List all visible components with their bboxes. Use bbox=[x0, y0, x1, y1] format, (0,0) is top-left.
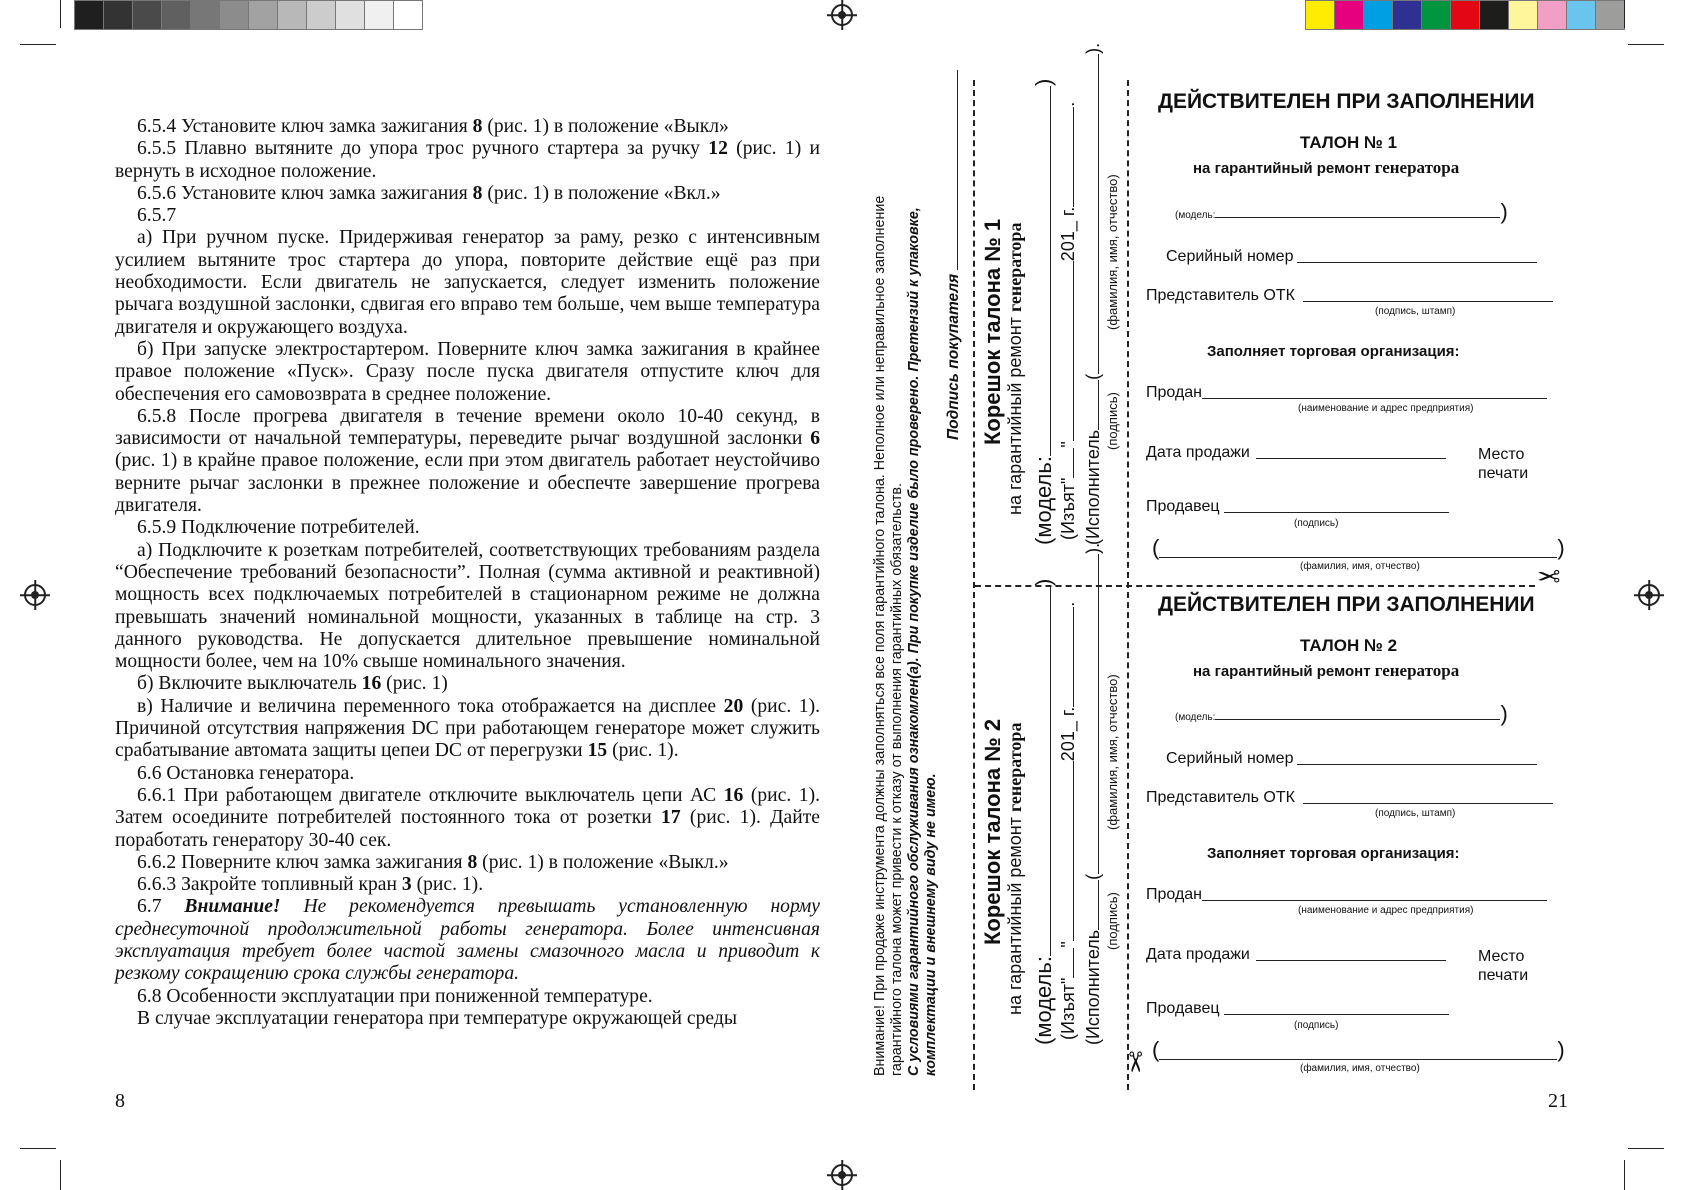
calibration-swatch bbox=[277, 0, 307, 30]
coupon-sold-caption: (наименование и адрес предприятия) bbox=[1298, 403, 1474, 414]
coupon-subtitle: на гарантийный ремонт генератора bbox=[1193, 158, 1460, 177]
coupon-trade-org: Заполняет торговая организация: bbox=[1207, 845, 1460, 862]
calibration-swatch bbox=[1392, 0, 1422, 30]
crop-mark bbox=[1624, 0, 1625, 28]
color-calibration-strip bbox=[1305, 0, 1624, 30]
text-run: б) Включите выключатель bbox=[137, 673, 362, 695]
text-run: в) Наличие и величина переменного тока отображается на дисплее bbox=[137, 695, 724, 717]
text-run: В случае эксплуатации генератора при температуре окружающей среды bbox=[137, 1007, 737, 1029]
gray-calibration-strip bbox=[74, 0, 422, 30]
coupon-seller-caption: (подпись) bbox=[1294, 518, 1339, 529]
text-run: 8 bbox=[472, 182, 483, 204]
paragraph bbox=[115, 339, 820, 406]
calibration-swatch bbox=[1479, 0, 1509, 30]
paragraph bbox=[115, 183, 820, 205]
warranty-notice-line-2: гарантийного талона может привести к отказу от выполнения гарантийных обязательств. bbox=[889, 483, 905, 1076]
stub-title: Корешок талона № 2 bbox=[980, 718, 1005, 945]
text-run: 20 bbox=[723, 695, 744, 717]
registration-mark-icon bbox=[1638, 584, 1660, 606]
paragraph bbox=[115, 517, 820, 539]
instructions-text bbox=[115, 116, 820, 1030]
text-run: (рис. 1). Причиной отсутствия напряжения DC при работающем генераторе может служить срабатывание автомата защиты цепеи DC от перегрузки bbox=[115, 695, 821, 762]
crop-mark bbox=[1628, 1148, 1664, 1149]
coupon-fio-field: ( ) bbox=[1152, 535, 1565, 560]
coupon-serial-field: Серийный номер bbox=[1166, 750, 1537, 768]
coupon-subtitle: на гарантийный ремонт генератора bbox=[1193, 661, 1460, 680]
coupon-otk-field: Представитель ОТК bbox=[1146, 789, 1553, 807]
stub-fio-caption: (фамилия, имя, отчество) bbox=[1105, 674, 1120, 830]
coupon-seller-caption: (подпись) bbox=[1294, 1020, 1339, 1031]
coupon-sale-date-field: Дата продажи bbox=[1146, 946, 1446, 964]
calibration-swatch bbox=[1334, 0, 1364, 30]
calibration-swatch bbox=[1450, 0, 1480, 30]
stub-title: Корешок талона № 1 bbox=[980, 218, 1005, 445]
calibration-swatch bbox=[103, 0, 133, 30]
paragraph bbox=[115, 138, 820, 183]
paragraph bbox=[115, 696, 820, 763]
registration-mark-icon bbox=[831, 1164, 853, 1186]
text-run: 6.6 Остановка генератора. bbox=[137, 762, 355, 784]
calibration-swatch bbox=[74, 0, 104, 30]
calibration-swatch bbox=[1595, 0, 1625, 30]
paragraph bbox=[115, 406, 820, 517]
text-run: Внимание! bbox=[184, 896, 281, 918]
calibration-swatch bbox=[393, 0, 423, 30]
paragraph bbox=[115, 540, 820, 674]
paragraph bbox=[115, 116, 820, 138]
calibration-swatch bbox=[364, 0, 394, 30]
calibration-swatch bbox=[1363, 0, 1393, 30]
text-run: 17 bbox=[661, 807, 681, 829]
coupon-header: ДЕЙСТВИТЕЛЕН ПРИ ЗАПОЛНЕНИИ bbox=[1158, 593, 1535, 616]
text-run: 6.6.3 Закройте топливный кран bbox=[137, 874, 402, 896]
coupon-fio-caption: (фамилия, имя, отчество) bbox=[1300, 1063, 1420, 1074]
text-run: 15 bbox=[587, 740, 608, 762]
text-run: 6.5.6 Установите ключ замка зажигания bbox=[137, 182, 473, 204]
warranty-notice-line-3: С условиями гарантийного обслуживания ознакомлен(а). При покупке изделие было проверено. Претензий к упаковке, bbox=[906, 207, 922, 1076]
calibration-swatch bbox=[1508, 0, 1538, 30]
stub-fio-caption: (фамилия, имя, отчество) bbox=[1105, 174, 1120, 330]
crop-mark bbox=[60, 1160, 61, 1190]
text-run: (рис. 1) bbox=[381, 673, 448, 695]
coupon-seller-field: Продавец bbox=[1146, 498, 1449, 516]
calibration-swatch bbox=[132, 0, 162, 30]
text-run: 12 bbox=[708, 138, 728, 160]
calibration-swatch bbox=[335, 0, 365, 30]
stub-subtitle: на гарантийный ремонт генератора bbox=[1005, 722, 1025, 1015]
coupon-stamp-place: Место печати bbox=[1478, 948, 1529, 984]
scissors-icon: ✂ bbox=[1537, 559, 1561, 590]
text-run: 6.6.1 При работающем двигателе отключите выключатель цепи АС bbox=[137, 784, 724, 806]
cut-line-horizontal bbox=[975, 585, 1535, 587]
paragraph bbox=[115, 1008, 820, 1030]
stub-model-field: (модель:) bbox=[1031, 578, 1056, 1045]
coupon-sale-date-field: Дата продажи bbox=[1146, 444, 1446, 462]
coupon-trade-org: Заполняет торговая организация: bbox=[1207, 343, 1460, 360]
stub-subtitle: на гарантийный ремонт генератора bbox=[1005, 222, 1025, 515]
stub-signature-caption: (подпись) bbox=[1105, 392, 1120, 450]
coupon-seller-field: Продавец bbox=[1146, 1000, 1449, 1018]
stub-model-field: (модель:) bbox=[1031, 78, 1056, 545]
text-run: (рис. 1) в положение «Выкл» bbox=[482, 116, 729, 137]
warranty-notice-line-1: Внимание! При продаже инструмента должны заполняться все поля гарантийного талона. Неполное или неправильное заполнение bbox=[872, 195, 888, 1076]
text-run: 6.5.7 bbox=[137, 205, 177, 227]
coupon-model-field: (модель: ) bbox=[1175, 199, 1508, 224]
calibration-swatch bbox=[1566, 0, 1596, 30]
paragraph bbox=[115, 205, 820, 227]
coupon-fio-caption: (фамилия, имя, отчество) bbox=[1300, 561, 1420, 572]
paragraph bbox=[115, 986, 820, 1008]
calibration-swatch bbox=[190, 0, 220, 30]
coupon-model-field: (модель: ) bbox=[1175, 701, 1508, 726]
calibration-swatch bbox=[306, 0, 336, 30]
text-run: 6.5.4 Установите ключ замка зажигания bbox=[137, 116, 473, 137]
paragraph bbox=[115, 673, 820, 695]
text-run: 16 bbox=[723, 784, 744, 806]
crop-mark bbox=[1628, 44, 1664, 45]
text-run: 16 bbox=[361, 673, 382, 695]
text-run: (рис. 1). Затем осоедините потребителей постоянного тока от розетки bbox=[115, 784, 821, 829]
stub-executor-field: (Исполнитель(). bbox=[1083, 42, 1103, 545]
text-run: 8 bbox=[467, 851, 478, 873]
paragraph bbox=[115, 896, 820, 985]
text-run: (рис. 1) в положение «Вкл.» bbox=[482, 182, 721, 204]
coupon-sold-caption: (наименование и адрес предприятия) bbox=[1298, 905, 1474, 916]
text-run: а) Подключите к розеткам потребителей, соответствующих требованиям раздела “Обеспечение требований безопасности”. Полная (сумма активной и реактивной) мощность всех подключаемых потребителей в стационарном режиме не должна превышать значений номинальной мощности, указанных в таблице на стр. 3 данного руководства. Не допускается длительное превышение номинальной мощности более, чем на 10% свыше номинального значения. bbox=[115, 539, 820, 673]
scissors-icon: ✂ bbox=[1118, 1050, 1150, 1074]
coupon-stamp-place: Место печати bbox=[1478, 446, 1529, 482]
text-run: (рис. 1). bbox=[607, 740, 679, 762]
paragraph bbox=[115, 227, 820, 338]
coupon-header: ДЕЙСТВИТЕЛЕН ПРИ ЗАПОЛНЕНИИ bbox=[1158, 90, 1535, 113]
text-run: (рис. 1) в положение «Выкл.» bbox=[477, 851, 729, 873]
crop-mark bbox=[20, 44, 56, 45]
warranty-notice-line-4: комплектации и внешнему виду не имею. bbox=[923, 773, 939, 1076]
crop-mark bbox=[20, 1148, 56, 1149]
calibration-swatch bbox=[248, 0, 278, 30]
coupon-sold-field: Продан bbox=[1146, 886, 1547, 904]
text-run: Не рекомендуется превышать установленную норму среднесуточной продолжительной работы генератора. Более интенсивная эксплуатация требует более частой замены смазочного масла и приводит к резкому сокращению срока службы генератора. bbox=[115, 896, 821, 985]
text-run: 6.5.8 После прогрева двигателя в течение времени около 10-40 секунд, в зависимости от начальной температуры, переведите рычаг воздушной заслонки bbox=[115, 405, 820, 450]
coupon-otk-caption: (подпись, штамп) bbox=[1375, 808, 1456, 819]
text-run: 6 bbox=[810, 428, 820, 450]
coupon-serial-field: Серийный номер bbox=[1166, 248, 1537, 266]
paragraph bbox=[115, 763, 820, 785]
text-run: 6.5.5 Плавно вытяните до упора трос ручного стартера за ручку bbox=[137, 138, 709, 160]
registration-mark-icon bbox=[831, 4, 853, 26]
coupon-sold-field: Продан bbox=[1146, 384, 1547, 402]
text-run: б) При запуске электростартером. Поверните ключ замка зажигания в крайнее правое положение «Пуск». Сразу после пуска двигателя отпустите ключ для обеспечения его самовозврата в среднее положение. bbox=[115, 338, 820, 405]
text-run: (рис. 1). bbox=[411, 874, 484, 896]
page-number-right: 21 bbox=[1548, 1090, 1568, 1112]
calibration-swatch bbox=[1537, 0, 1567, 30]
calibration-swatch bbox=[1421, 0, 1451, 30]
calibration-swatch bbox=[161, 0, 191, 30]
paragraph bbox=[115, 785, 820, 852]
text-run: (рис. 1) и вернуть в исходное положение. bbox=[115, 138, 821, 182]
text-run: (рис. 1). Дайте поработать генератору 30-40 сек. bbox=[115, 807, 820, 851]
text-run: (рис. 1) в крайне правое положение, если при этом двигатель работает неустойчиво верните рычаг заслонки в прежнее положение и обеспечте завершение прогрева двигателя. bbox=[115, 450, 820, 517]
text-run: 6.6.2 Поверните ключ замка зажигания bbox=[137, 851, 468, 873]
crop-mark bbox=[1624, 1160, 1625, 1190]
page-number-left: 8 bbox=[115, 1090, 125, 1112]
buyer-signature-label: Подпись покупателя bbox=[945, 70, 963, 440]
calibration-swatch bbox=[219, 0, 249, 30]
registration-mark-icon bbox=[24, 584, 46, 606]
crop-mark bbox=[60, 0, 61, 28]
stub-signature-caption: (подпись) bbox=[1105, 892, 1120, 950]
text-run: 8 bbox=[472, 116, 483, 137]
coupon-title: ТАЛОН № 1 bbox=[1300, 133, 1398, 152]
paragraph bbox=[115, 874, 820, 896]
text-run: 3 bbox=[401, 874, 412, 896]
text-run: 6.8 Особенности эксплуатации при пониженной температуре. bbox=[137, 985, 653, 1007]
calibration-swatch bbox=[1305, 0, 1335, 30]
coupon-otk-field: Представитель ОТК bbox=[1146, 287, 1553, 305]
stub-executor-field: (Исполнитель(). bbox=[1083, 542, 1103, 1045]
coupon-otk-caption: (подпись, штамп) bbox=[1375, 306, 1456, 317]
coupon-fio-field: ( ) bbox=[1152, 1037, 1565, 1062]
paragraph bbox=[115, 852, 820, 874]
coupon-title: ТАЛОН № 2 bbox=[1300, 636, 1398, 655]
stub-issued-field: (Изъят""201_ г.. bbox=[1058, 601, 1078, 1040]
text-run: а) При ручном пуске. Придерживая генератор за раму, резко с интенсивным усилием вытяните трос стартера до упора, повторите действие ещё раз при необходимости. Если двигатель не запускается, следует изменить положение рычага воздушной заслонки, сдвигая его вправо тем больше, чем выше температура двигателя и окружающего воздуха. bbox=[115, 227, 820, 338]
text-run: 6.5.9 Подключение потребителей. bbox=[137, 517, 420, 539]
stub-issued-field: (Изъят""201_ г.. bbox=[1058, 101, 1078, 540]
text-run: 6.7 bbox=[137, 896, 185, 918]
